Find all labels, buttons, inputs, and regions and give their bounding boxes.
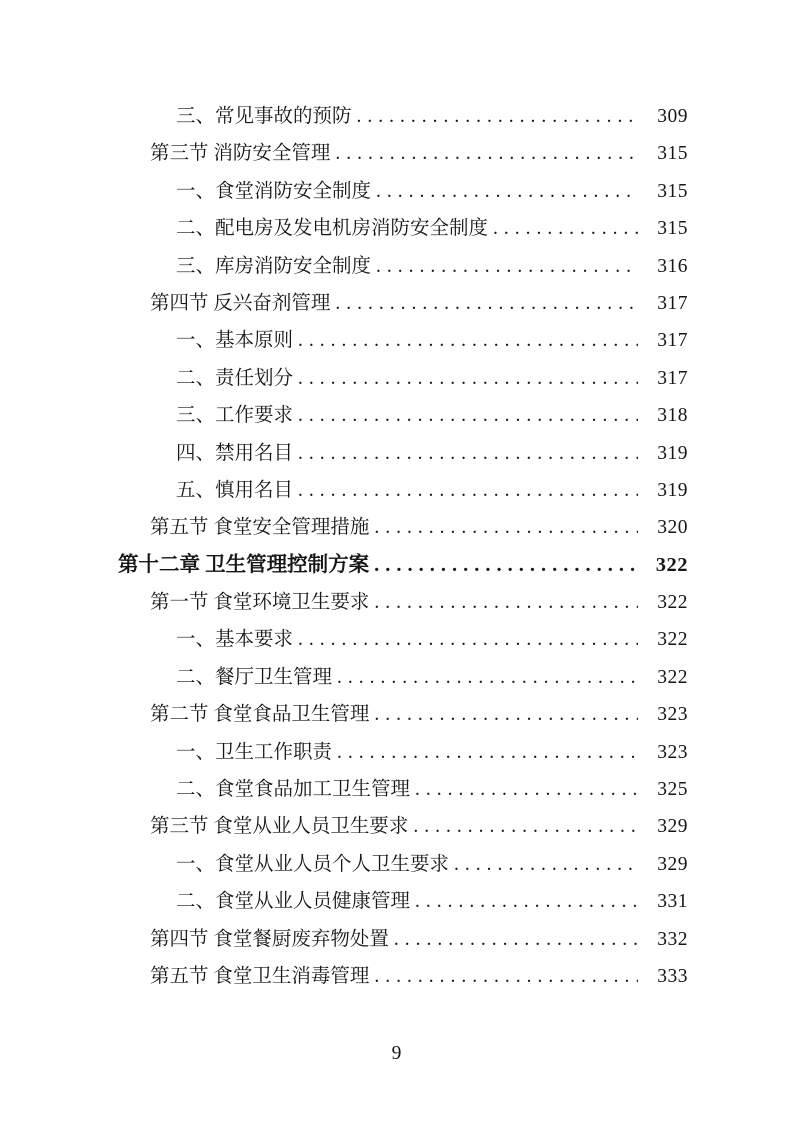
toc-entry (118, 98, 688, 135)
toc-entry-title: 三、工作要求 (176, 405, 294, 427)
toc-entry-page: 332 (657, 928, 688, 950)
toc-entry-page: 331 (657, 891, 688, 913)
toc-entry-title: 三、常见事故的预防 (176, 106, 352, 127)
toc-entry-title: 第三节 消防安全管理 (150, 143, 331, 165)
toc-entry-page: 318 (657, 405, 688, 427)
toc-entry-title: 五、慎用名目 (176, 479, 294, 501)
toc-entry (118, 696, 688, 733)
toc-entry-page: 333 (657, 965, 688, 987)
toc-entry-page: 319 (657, 479, 688, 501)
toc-dot-leader (337, 659, 638, 696)
toc-entry-title: 二、餐厅卫生管理 (176, 666, 333, 688)
toc-dot-leader (394, 921, 638, 958)
toc-entry-title: 四、禁用名目 (176, 442, 294, 464)
toc-entry (118, 210, 688, 247)
toc-entry (118, 547, 688, 584)
toc-entry-page: 322 (657, 666, 688, 688)
toc-entry-title: 一、食堂消防安全制度 (176, 180, 372, 202)
toc-entry-title: 一、基本原则 (176, 330, 294, 352)
table-of-contents (118, 98, 688, 995)
toc-entry (118, 883, 688, 920)
toc-entry-page: 319 (657, 442, 688, 464)
toc-entry (118, 248, 688, 285)
toc-entry (118, 472, 688, 509)
toc-entry-page: 323 (657, 704, 688, 726)
toc-entry-title: 第四节 反兴奋剂管理 (150, 292, 331, 314)
toc-dot-leader (374, 509, 638, 546)
toc-dot-leader (298, 360, 638, 397)
toc-entry (118, 397, 688, 434)
toc-entry (118, 958, 688, 995)
toc-entry-title: 第五节 食堂安全管理措施 (150, 517, 370, 539)
toc-entry-title: 三、库房消防安全制度 (176, 255, 372, 277)
toc-entry-title: 一、卫生工作职责 (176, 741, 333, 763)
toc-entry-title: 二、责任划分 (176, 367, 294, 389)
toc-entry-page: 322 (655, 553, 688, 576)
toc-dot-leader (374, 584, 638, 621)
toc-entry (118, 846, 688, 883)
toc-entry-title: 二、食堂食品加工卫生管理 (176, 779, 411, 801)
toc-entry-page: 322 (657, 629, 688, 651)
toc-dot-leader (374, 696, 638, 733)
toc-dot-leader (335, 285, 638, 322)
toc-entry (118, 509, 688, 546)
toc-dot-leader (454, 846, 638, 883)
toc-entry (118, 322, 688, 359)
toc-entry-title: 第四节 食堂餐厨废弃物处置 (150, 928, 389, 950)
toc-entry-page: 315 (657, 180, 688, 202)
toc-dot-leader (413, 808, 638, 845)
toc-dot-leader (298, 322, 638, 359)
page-number: 9 (391, 1043, 402, 1064)
toc-entry (118, 771, 688, 808)
toc-entry-title: 一、基本要求 (176, 629, 294, 651)
toc-entry-page: 325 (657, 779, 688, 801)
toc-dot-leader (374, 958, 638, 995)
toc-entry-title: 第十二章 卫生管理控制方案 (118, 553, 370, 576)
toc-entry-title: 第三节 食堂从业人员卫生要求 (150, 816, 409, 838)
toc-entry-page: 320 (657, 517, 688, 539)
toc-entry-page: 317 (657, 292, 688, 314)
toc-entry-page: 329 (657, 853, 688, 875)
toc-entry-page: 309 (657, 106, 688, 127)
toc-entry-page: 329 (657, 816, 688, 838)
toc-entry (118, 135, 688, 172)
toc-entry-page: 315 (657, 143, 688, 165)
toc-dot-leader (415, 883, 638, 920)
toc-entry-page: 316 (657, 255, 688, 277)
toc-entry-title: 二、配电房及发电机房消防安全制度 (176, 218, 489, 240)
toc-dot-leader (376, 248, 638, 285)
toc-entry (118, 435, 688, 472)
toc-dot-leader (298, 621, 638, 658)
toc-entry (118, 659, 688, 696)
toc-dot-leader (335, 135, 638, 172)
toc-entry (118, 173, 688, 210)
toc-dot-leader (374, 547, 638, 584)
toc-entry (118, 808, 688, 845)
toc-dot-leader (415, 771, 638, 808)
toc-entry-title: 二、食堂从业人员健康管理 (176, 891, 411, 913)
toc-dot-leader (337, 734, 638, 771)
toc-entry-page: 322 (657, 592, 688, 614)
toc-entry (118, 584, 688, 621)
toc-entry-page: 317 (657, 330, 688, 352)
toc-dot-leader (493, 210, 638, 247)
toc-entry-page: 317 (657, 367, 688, 389)
toc-entry-page: 315 (657, 218, 688, 240)
toc-entry-title: 一、食堂从业人员个人卫生要求 (176, 853, 450, 875)
toc-entry-title: 第二节 食堂食品卫生管理 (150, 704, 370, 726)
toc-dot-leader (376, 173, 638, 210)
toc-entry-title: 第五节 食堂卫生消毒管理 (150, 965, 370, 987)
toc-entry-page: 323 (657, 741, 688, 763)
toc-entry (118, 360, 688, 397)
toc-dot-leader (298, 397, 638, 434)
toc-dot-leader (357, 98, 638, 135)
toc-entry-title: 第一节 食堂环境卫生要求 (150, 592, 370, 614)
toc-dot-leader (298, 435, 638, 472)
toc-entry (118, 285, 688, 322)
toc-dot-leader (298, 472, 638, 509)
toc-entry (118, 734, 688, 771)
page-number-footer (0, 1040, 793, 1068)
toc-entry (118, 921, 688, 958)
toc-entry (118, 621, 688, 658)
